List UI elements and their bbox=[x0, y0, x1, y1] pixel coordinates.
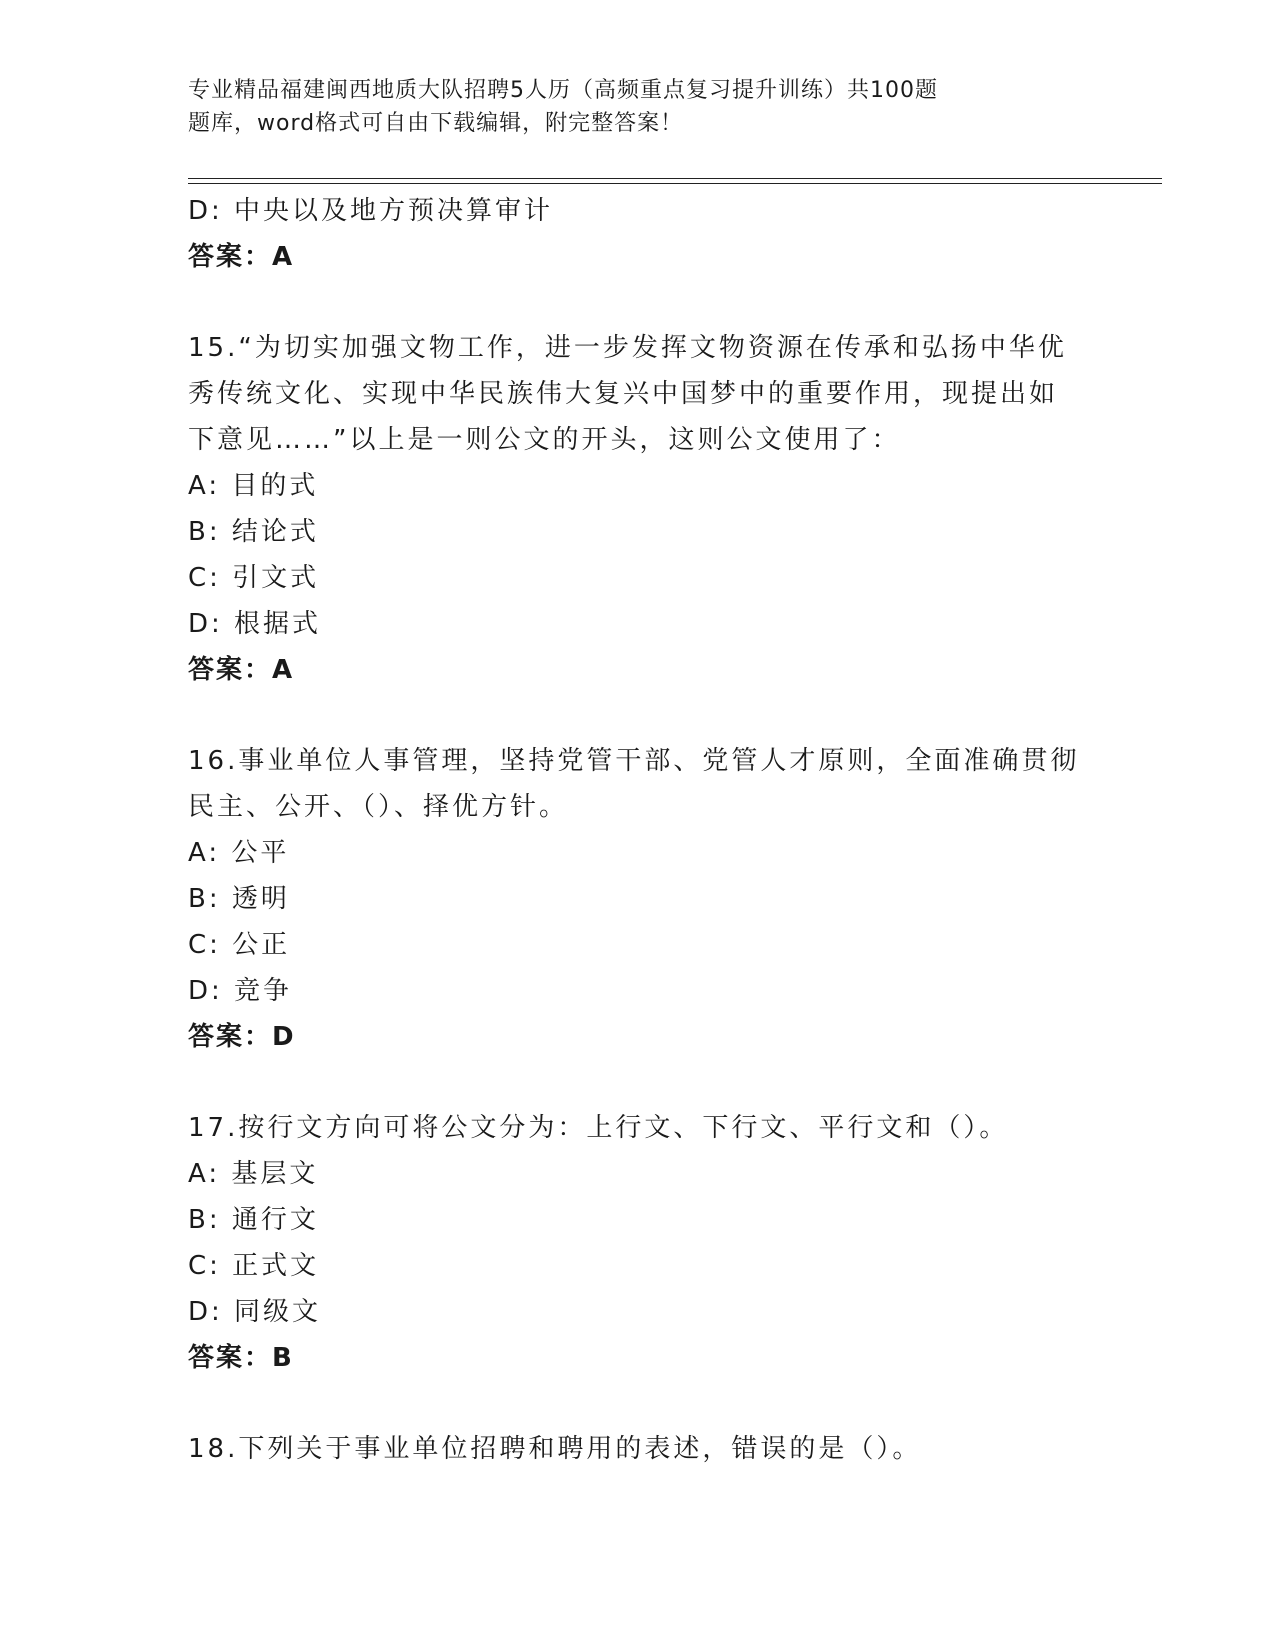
question-text-line: 民主、公开、（）、择优方针。 bbox=[188, 792, 569, 822]
document-body bbox=[188, 188, 1088, 1472]
question-text-line: 17.按行文方向可将公文分为：上行文、下行文、平行文和（）。 bbox=[188, 1113, 1009, 1143]
option-b: B: 结论式 bbox=[188, 517, 319, 547]
document-header bbox=[188, 74, 1068, 140]
question-18 bbox=[188, 1426, 1088, 1472]
question-text-line: 16.事业单位人事管理，坚持党管干部、党管人才原则，全面准确贯彻 bbox=[188, 746, 1080, 776]
answer: 答案：B bbox=[188, 1343, 294, 1373]
option-d: D: 竞争 bbox=[188, 976, 293, 1006]
option-c: C: 引文式 bbox=[188, 563, 320, 593]
question-text-line: 18.下列关于事业单位招聘和聘用的表述，错误的是（）。 bbox=[188, 1434, 922, 1464]
question-14-tail bbox=[188, 188, 1088, 280]
question-16 bbox=[188, 738, 1088, 1060]
question-15 bbox=[188, 325, 1088, 693]
header-divider-bottom bbox=[188, 183, 1162, 184]
option-d: D: 同级文 bbox=[188, 1297, 322, 1327]
option-a: A: 基层文 bbox=[188, 1159, 319, 1189]
option-a: A: 目的式 bbox=[188, 471, 319, 501]
answer: 答案：A bbox=[188, 242, 295, 272]
question-text-line: 15.“为切实加强文物工作，进一步发挥文物资源在传承和弘扬中华优 bbox=[188, 333, 1067, 363]
option-b: B: 透明 bbox=[188, 884, 290, 914]
option-c: C: 正式文 bbox=[188, 1251, 320, 1281]
option-d: D: 中央以及地方预决算审计 bbox=[188, 196, 554, 226]
question-text-line: 秀传统文化、实现中华民族伟大复兴中国梦中的重要作用，现提出如 bbox=[188, 379, 1059, 409]
question-text-line: 下意见……”以上是一则公文的开头，这则公文使用了： bbox=[188, 425, 901, 455]
question-17 bbox=[188, 1105, 1088, 1381]
header-line-2: 题库，word格式可自由下载编辑，附完整答案！ bbox=[188, 111, 684, 136]
option-b: B: 通行文 bbox=[188, 1205, 319, 1235]
option-d: D: 根据式 bbox=[188, 609, 322, 639]
option-c: C: 公正 bbox=[188, 930, 291, 960]
option-a: A: 公平 bbox=[188, 838, 290, 868]
header-line-1: 专业精品福建闽西地质大队招聘5人历（高频重点复习提升训练）共100题 bbox=[188, 78, 938, 103]
answer: 答案：D bbox=[188, 1022, 296, 1052]
header-divider-top bbox=[188, 178, 1162, 179]
answer: 答案：A bbox=[188, 655, 295, 685]
